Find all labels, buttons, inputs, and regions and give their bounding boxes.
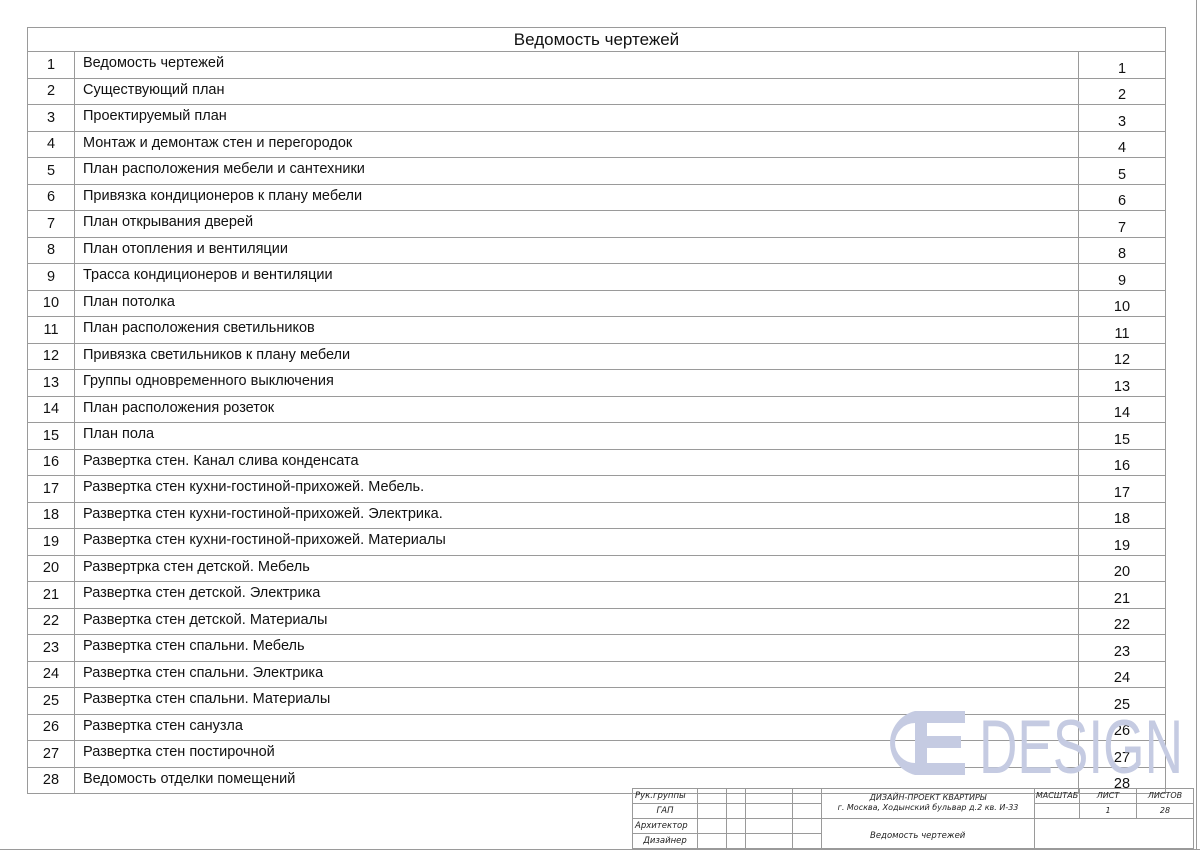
- row-drawing-name: Группы одновременного выключения: [75, 370, 1079, 397]
- stamp-signature-cell: [727, 804, 746, 819]
- row-drawing-name: План отопления и вентиляции: [75, 237, 1079, 264]
- row-sheet-number: 6: [1079, 184, 1166, 211]
- row-number: 1: [28, 52, 75, 79]
- row-sheet-number: 28: [1079, 767, 1166, 794]
- table-row: [28, 423, 1166, 450]
- row-drawing-name: План открывания дверей: [75, 211, 1079, 238]
- table-row: [28, 105, 1166, 132]
- row-sheet-number: 23: [1079, 635, 1166, 662]
- stamp-sheets-label: ЛИСТОВ: [1137, 789, 1194, 804]
- stamp-role-gap: ГАП: [633, 804, 698, 819]
- row-sheet-number: 25: [1079, 688, 1166, 715]
- row-sheet-number: 22: [1079, 608, 1166, 635]
- table-row: [28, 529, 1166, 556]
- row-drawing-name: План потолка: [75, 290, 1079, 317]
- table-row: [28, 131, 1166, 158]
- table-row: [28, 211, 1166, 238]
- row-number: 3: [28, 105, 75, 132]
- oe-design-logo: [885, 709, 1185, 777]
- table-row: [28, 264, 1166, 291]
- row-drawing-name: Развертка стен детской. Электрика: [75, 582, 1079, 609]
- row-number: 26: [28, 714, 75, 741]
- row-number: 24: [28, 661, 75, 688]
- table-title: Ведомость чертежей: [28, 28, 1166, 52]
- row-number: 20: [28, 555, 75, 582]
- stamp-signature-cell: [746, 834, 793, 849]
- row-number: 19: [28, 529, 75, 556]
- table-row: [28, 661, 1166, 688]
- row-drawing-name: Развертка стен санузла: [75, 714, 1079, 741]
- row-drawing-name: Развертка стен кухни-гостиной-прихожей. Электрика.: [75, 502, 1079, 529]
- row-drawing-name: Развертка стен кухни-гостиной-прихожей. Мебель.: [75, 476, 1079, 503]
- table-row: [28, 582, 1166, 609]
- stamp-date-cell: [793, 819, 822, 834]
- table-row: [28, 608, 1166, 635]
- row-drawing-name: План расположения светильников: [75, 317, 1079, 344]
- table-row: [28, 237, 1166, 264]
- stamp-signature-cell: [698, 804, 727, 819]
- row-number: 2: [28, 78, 75, 105]
- table-row: [28, 635, 1166, 662]
- stamp-signature-cell: [746, 819, 793, 834]
- stamp-date-cell: [793, 834, 822, 849]
- table-row: [28, 555, 1166, 582]
- row-drawing-name: Привязка кондиционеров к плану мебели: [75, 184, 1079, 211]
- stamp-scale-value: [1035, 804, 1080, 819]
- row-number: 8: [28, 237, 75, 264]
- svg-text:DESIGN: DESIGN: [979, 709, 1183, 777]
- table-row: [28, 502, 1166, 529]
- row-number: 28: [28, 767, 75, 794]
- row-number: 16: [28, 449, 75, 476]
- row-sheet-number: 7: [1079, 211, 1166, 238]
- row-sheet-number: 1: [1079, 52, 1166, 79]
- row-sheet-number: 12: [1079, 343, 1166, 370]
- stamp-signature-cell: [727, 819, 746, 834]
- row-sheet-number: 15: [1079, 423, 1166, 450]
- row-drawing-name: План пола: [75, 423, 1079, 450]
- row-sheet-number: 19: [1079, 529, 1166, 556]
- row-drawing-name: Развертрка стен детской. Мебель: [75, 555, 1079, 582]
- table-row: [28, 396, 1166, 423]
- row-number: 21: [28, 582, 75, 609]
- row-drawing-name: Развертка стен спальни. Электрика: [75, 661, 1079, 688]
- table-row: [28, 370, 1166, 397]
- table-row: [28, 317, 1166, 344]
- stamp-role-lead: Рук.группы: [633, 789, 698, 804]
- row-sheet-number: 18: [1079, 502, 1166, 529]
- stamp-project-name: ДИЗАЙН-ПРОЕКТ КВАРТИРЫ: [869, 793, 987, 802]
- drawings-register-table: [27, 27, 1166, 794]
- row-drawing-name: План расположения мебели и сантехники: [75, 158, 1079, 185]
- stamp-sheet-title: Ведомость чертежей: [822, 819, 1035, 849]
- table-row: [28, 184, 1166, 211]
- row-sheet-number: 27: [1079, 741, 1166, 768]
- stamp-project-address: г. Москва, Ходынский бульвар д.2 кв. И-33: [837, 803, 1019, 812]
- stamp-signature-cell: [698, 834, 727, 849]
- frame-border: [1196, 0, 1197, 850]
- row-sheet-number: 10: [1079, 290, 1166, 317]
- row-drawing-name: Развертка стен спальни. Материалы: [75, 688, 1079, 715]
- table-row: [28, 52, 1166, 79]
- row-number: 15: [28, 423, 75, 450]
- row-number: 4: [28, 131, 75, 158]
- row-number: 22: [28, 608, 75, 635]
- stamp-signature-cell: [727, 789, 746, 804]
- row-sheet-number: 24: [1079, 661, 1166, 688]
- row-number: 5: [28, 158, 75, 185]
- stamp-signature-cell: [746, 789, 793, 804]
- row-drawing-name: Развертка стен постирочной: [75, 741, 1079, 768]
- row-number: 10: [28, 290, 75, 317]
- stamp-role-architect: Архитектор: [633, 819, 698, 834]
- stamp-date-cell: [793, 789, 822, 804]
- row-number: 18: [28, 502, 75, 529]
- row-drawing-name: Существующий план: [75, 78, 1079, 105]
- row-drawing-name: Развертка стен. Канал слива конденсата: [75, 449, 1079, 476]
- row-number: 11: [28, 317, 75, 344]
- row-drawing-name: Привязка светильников к плану мебели: [75, 343, 1079, 370]
- row-sheet-number: 17: [1079, 476, 1166, 503]
- row-drawing-name: Монтаж и демонтаж стен и перегородок: [75, 131, 1079, 158]
- row-sheet-number: 2: [1079, 78, 1166, 105]
- table-row: [28, 158, 1166, 185]
- row-sheet-number: 26: [1079, 714, 1166, 741]
- row-number: 27: [28, 741, 75, 768]
- stamp-sheet-label: ЛИСТ: [1080, 789, 1137, 804]
- stamp-project: [822, 789, 1035, 819]
- row-drawing-name: Развертка стен спальни. Мебель: [75, 635, 1079, 662]
- stamp-sheets-value: 28: [1137, 804, 1194, 819]
- row-drawing-name: Ведомость отделки помещений: [75, 767, 1079, 794]
- row-sheet-number: 5: [1079, 158, 1166, 185]
- row-drawing-name: Развертка стен кухни-гостиной-прихожей. Материалы: [75, 529, 1079, 556]
- row-drawing-name: Ведомость чертежей: [75, 52, 1079, 79]
- row-number: 23: [28, 635, 75, 662]
- stamp-signature-cell: [746, 804, 793, 819]
- row-drawing-name: Проектируемый план: [75, 105, 1079, 132]
- row-number: 14: [28, 396, 75, 423]
- table-row: [28, 476, 1166, 503]
- table-row: [28, 290, 1166, 317]
- table-title-row: [28, 28, 1166, 52]
- row-drawing-name: Развертка стен детской. Материалы: [75, 608, 1079, 635]
- row-sheet-number: 9: [1079, 264, 1166, 291]
- row-number: 9: [28, 264, 75, 291]
- stamp-signature-cell: [698, 789, 727, 804]
- stamp-empty-cell: [1035, 819, 1194, 849]
- table-row: [28, 78, 1166, 105]
- row-sheet-number: 8: [1079, 237, 1166, 264]
- stamp-sheet-value: 1: [1080, 804, 1137, 819]
- row-sheet-number: 20: [1079, 555, 1166, 582]
- table-row: [28, 449, 1166, 476]
- row-sheet-number: 4: [1079, 131, 1166, 158]
- stamp-date-cell: [793, 804, 822, 819]
- row-sheet-number: 13: [1079, 370, 1166, 397]
- stamp-signature-cell: [698, 819, 727, 834]
- row-sheet-number: 3: [1079, 105, 1166, 132]
- row-sheet-number: 16: [1079, 449, 1166, 476]
- row-number: 12: [28, 343, 75, 370]
- row-number: 13: [28, 370, 75, 397]
- row-sheet-number: 21: [1079, 582, 1166, 609]
- stamp-role-designer: Дизайнер: [633, 834, 698, 849]
- row-sheet-number: 11: [1079, 317, 1166, 344]
- row-drawing-name: Трасса кондиционеров и вентиляции: [75, 264, 1079, 291]
- stamp-scale-label: МАСШТАБ: [1035, 789, 1080, 804]
- row-drawing-name: План расположения розеток: [75, 396, 1079, 423]
- table-row: [28, 343, 1166, 370]
- stamp-signature-cell: [727, 834, 746, 849]
- row-sheet-number: 14: [1079, 396, 1166, 423]
- row-number: 25: [28, 688, 75, 715]
- row-number: 6: [28, 184, 75, 211]
- row-number: 17: [28, 476, 75, 503]
- row-number: 7: [28, 211, 75, 238]
- title-block: [632, 788, 1194, 849]
